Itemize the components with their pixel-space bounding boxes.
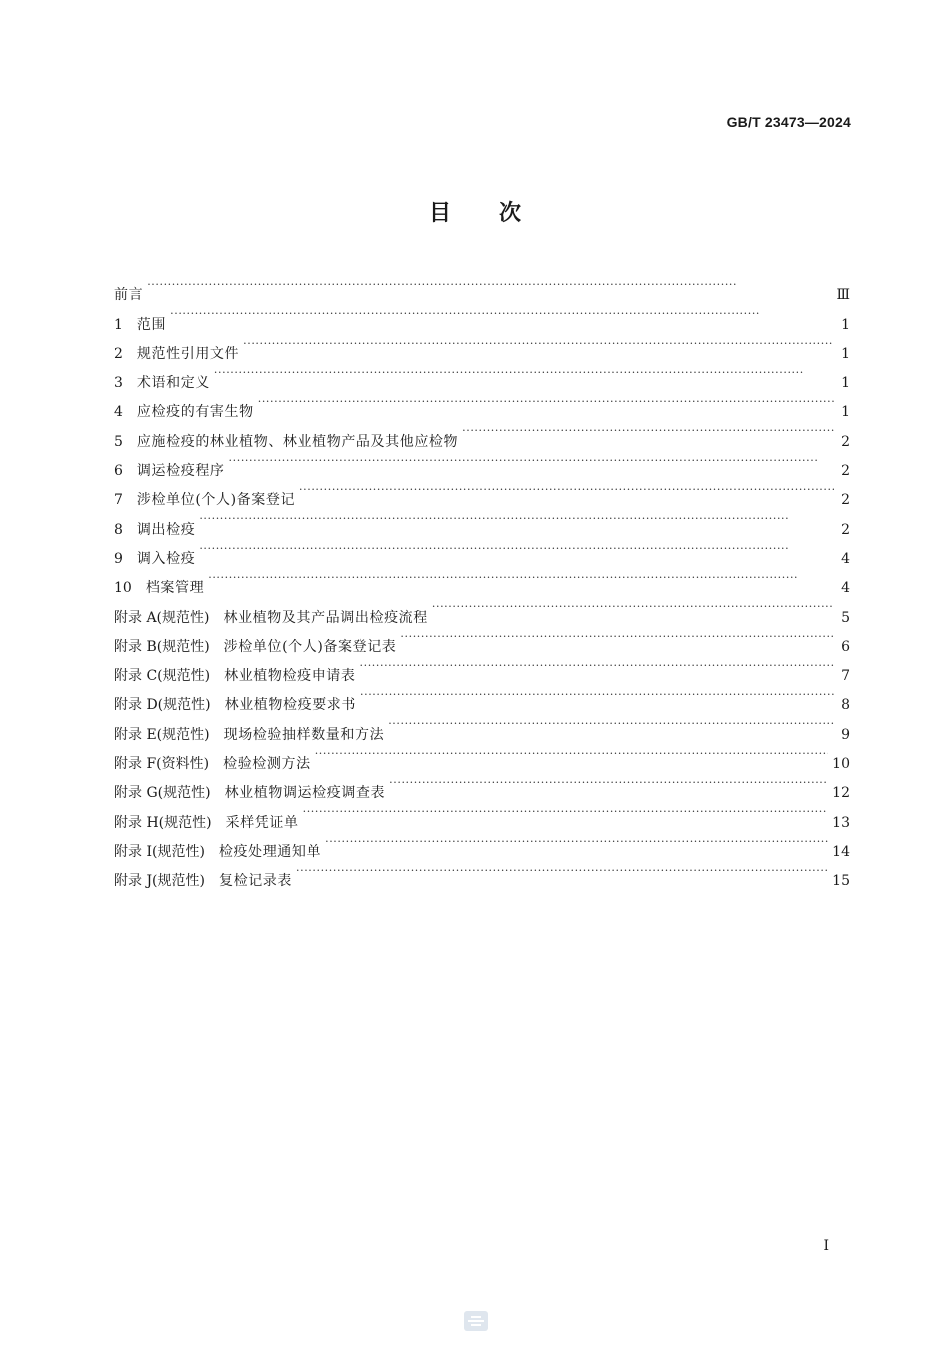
toc-entry-label: 档案管理 [145, 580, 205, 597]
toc-entry-page: 2 [841, 433, 850, 450]
toc-entry-label: 检疫处理通知单 [218, 843, 322, 860]
toc-dot-leader [299, 475, 834, 504]
toc-dot-leader [208, 563, 834, 592]
toc-dot-leader [462, 416, 834, 445]
toc-entry-number: 附录 F(资料性) [114, 756, 210, 773]
toc-entry-number: 附录 C(规范性) [114, 668, 211, 685]
standard-code: GB/T 23473—2024 [726, 114, 851, 130]
toc-entry-page: 12 [832, 785, 850, 802]
toc-entry-page: 6 [841, 638, 850, 655]
toc-entry-page: 10 [832, 756, 850, 773]
toc-entry-label: 调入检疫 [136, 550, 196, 567]
toc-entry[interactable] [114, 387, 850, 421]
toc-entry-label: 调出检疫 [136, 521, 196, 538]
toc-entry-label: 林业植物检疫要求书 [224, 697, 357, 714]
toc-entry-number: 3 [114, 375, 123, 392]
toc-entry[interactable] [114, 563, 850, 597]
toc-entry-label: 调运检疫程序 [136, 463, 225, 480]
toc-entry-label: 涉检单位(个人)备案登记表 [223, 638, 397, 655]
toc-dot-leader [243, 329, 834, 358]
toc-entry-number: 6 [114, 463, 123, 480]
toc-entry-page: 15 [832, 873, 850, 890]
toc-entry-label: 现场检验抽样数量和方法 [223, 726, 385, 743]
toc-entry-page: 1 [841, 316, 850, 333]
toc-entry-number: 附录 I(规范性) [114, 843, 205, 860]
toc-entry-number: 4 [114, 404, 123, 421]
toc-entry[interactable] [114, 329, 850, 362]
toc-entry-page: 1 [841, 345, 850, 362]
toc-entry-page: 5 [841, 609, 850, 626]
toc-entry[interactable] [114, 592, 850, 626]
toc-dot-leader [360, 651, 835, 680]
toc-entry-label: 林业植物调运检疫调查表 [224, 785, 386, 802]
toc-dot-leader [258, 387, 834, 416]
publisher-logo-watermark-icon [463, 1308, 489, 1334]
toc-entry-number: 2 [114, 345, 123, 362]
toc-entry-page: 2 [841, 521, 850, 538]
toc-dot-leader [199, 534, 834, 563]
toc-entry-number: 附录 G(规范性) [114, 785, 211, 802]
toc-entry-page: 7 [841, 668, 850, 685]
toc-entry[interactable] [114, 299, 850, 333]
toc-entry-label: 应检疫的有害生物 [136, 404, 254, 421]
toc-entry-label: 林业植物检疫申请表 [224, 668, 356, 685]
toc-entry-label: 范围 [136, 316, 167, 333]
toc-dot-leader [388, 709, 834, 738]
toc-entry[interactable] [114, 504, 850, 538]
toc-entry-number: 1 [114, 316, 123, 333]
toc-dot-leader [229, 446, 834, 475]
toc-dot-leader [400, 622, 834, 651]
toc-entry[interactable] [114, 358, 850, 392]
toc-dot-leader [303, 797, 829, 826]
toc-entry-label: 林业植物及其产品调出检疫流程 [223, 609, 428, 626]
toc-entry-page: 1 [841, 404, 850, 421]
toc-entry-label: 检验检测方法 [223, 756, 311, 773]
toc-dot-leader [296, 856, 828, 885]
toc-entry-page: 2 [841, 492, 850, 509]
toc-entry-page: 2 [841, 463, 850, 480]
toc-entry-label: 规范性引用文件 [136, 345, 240, 362]
toc-entry-number: 附录 E(规范性) [114, 726, 210, 743]
toc-entry-page: 13 [832, 814, 850, 831]
toc-dot-leader [360, 680, 834, 709]
toc-entry-number: 附录 B(规范性) [114, 638, 210, 655]
toc-entry-page: 14 [832, 843, 850, 860]
toc-entry-page: 1 [841, 375, 850, 392]
toc-entry-number: 附录 D(规范性) [114, 697, 211, 714]
toc-entry-number: 附录 H(规范性) [114, 814, 212, 831]
page-number: I [823, 1238, 829, 1254]
toc-entry-page: 4 [841, 580, 850, 597]
page-title: 目次 [428, 201, 569, 226]
toc-entry-label: 涉检单位(个人)备案登记 [136, 492, 296, 509]
toc-dot-leader [199, 504, 834, 533]
toc-dot-leader [214, 358, 834, 387]
toc-entry-page: 8 [841, 697, 850, 714]
toc-entry-number: 附录 A(规范性) [114, 609, 210, 626]
toc-entry-label: 复检记录表 [219, 873, 292, 890]
toc-entry-number: 5 [114, 433, 123, 450]
toc-entry-label: 术语和定义 [136, 375, 210, 392]
toc-entry-number: 10 [114, 580, 132, 597]
toc-entry[interactable] [114, 534, 850, 567]
toc-dot-leader [432, 592, 834, 621]
table-of-contents [114, 270, 850, 890]
toc-entry-label: 前言 [114, 287, 144, 304]
toc-entry-number: 附录 J(规范性) [114, 873, 205, 890]
toc-entry-number: 9 [114, 550, 123, 567]
toc-entry-page: Ⅲ [836, 287, 850, 304]
toc-entry-number: 8 [114, 521, 123, 538]
toc-dot-leader [170, 299, 834, 328]
toc-dot-leader [147, 270, 832, 299]
toc-entry-number: 7 [114, 492, 123, 509]
toc-entry-page: 9 [841, 726, 850, 743]
toc-entry-label: 采样凭证单 [225, 814, 299, 831]
toc-dot-leader [389, 768, 828, 797]
toc-entry[interactable] [114, 270, 850, 304]
toc-dot-leader [325, 827, 828, 856]
toc-dot-leader [315, 739, 828, 768]
toc-entry-page: 4 [841, 550, 850, 567]
toc-entry-label: 应施检疫的林业植物、林业植物产品及其他应检物 [136, 433, 459, 450]
